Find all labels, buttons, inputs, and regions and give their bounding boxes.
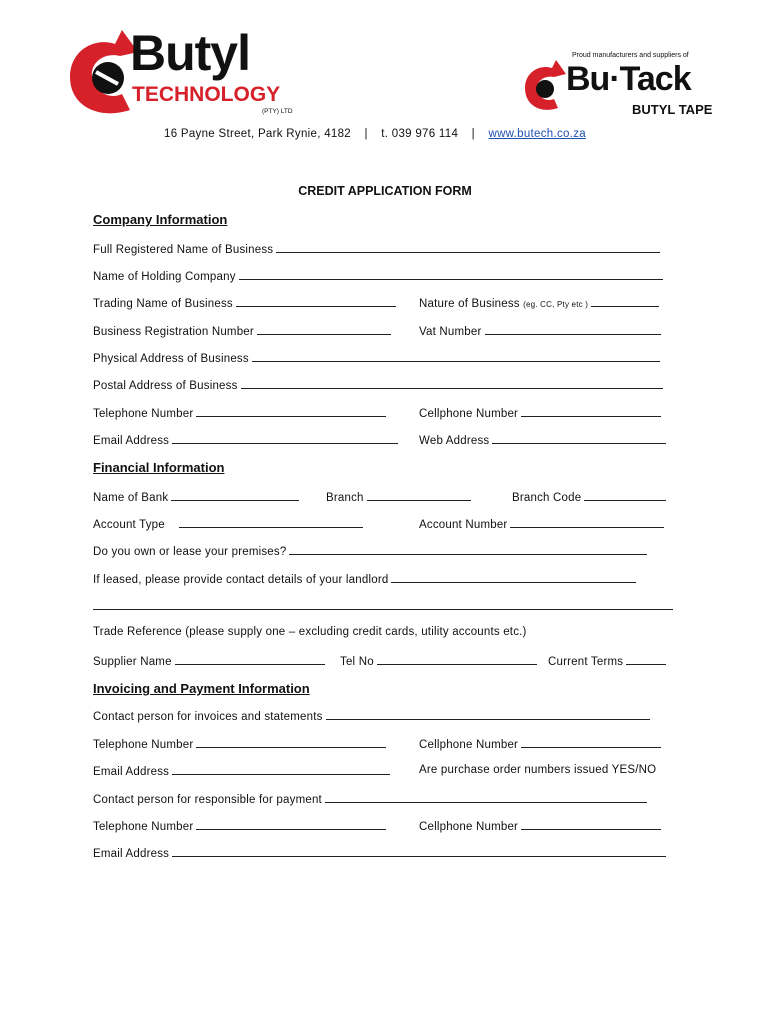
payment-telephone-field xyxy=(93,819,386,833)
telephone-input[interactable] xyxy=(196,406,386,417)
invoice-telephone-label: Telephone Number xyxy=(93,739,194,751)
current-terms-field xyxy=(548,654,666,668)
bu-tack-wordmark: Bu·Tack xyxy=(566,60,691,98)
trade-reference-text: Trade Reference (please supply one – excluding credit cards, utility accounts etc.) xyxy=(93,626,527,638)
email-label: Email Address xyxy=(93,435,170,447)
nature-of-business-field xyxy=(419,296,659,310)
invoicing-payment-heading: Invoicing and Payment Information xyxy=(93,681,310,696)
invoice-cellphone-label: Cellphone Number xyxy=(419,739,519,751)
butyl-tape-label: BUTYL TAPE xyxy=(632,102,713,117)
payment-contact-input[interactable] xyxy=(325,792,647,803)
bank-name-field xyxy=(93,490,299,504)
account-type-input[interactable] xyxy=(179,517,363,528)
landlord-label: If leased, please provide contact details of your landlord xyxy=(93,574,389,586)
premises-input[interactable] xyxy=(289,544,647,555)
cellphone-input[interactable] xyxy=(521,406,661,417)
registration-number-label: Business Registration Number xyxy=(93,326,254,338)
payment-email-field xyxy=(93,846,666,860)
branch-code-label: Branch Code xyxy=(512,492,582,504)
vat-number-field xyxy=(419,324,661,338)
tel-no-field xyxy=(340,654,537,668)
separator: | xyxy=(364,128,368,140)
invoice-telephone-field xyxy=(93,737,386,751)
payment-cellphone-label: Cellphone Number xyxy=(419,821,519,833)
invoice-contact-input[interactable] xyxy=(326,709,650,720)
email-field xyxy=(93,433,398,447)
branch-code-field xyxy=(512,490,666,504)
bu-tack-swirl-icon xyxy=(520,60,570,112)
company-information-heading: Company Information xyxy=(93,212,228,227)
bu-tack-logo xyxy=(520,52,720,122)
contact-line xyxy=(164,128,586,140)
cellphone-field xyxy=(419,406,661,420)
payment-email-label: Email Address xyxy=(93,848,170,860)
invoice-email-label: Email Address xyxy=(93,766,170,778)
tel-no-label: Tel No xyxy=(340,656,374,668)
physical-address-input[interactable] xyxy=(252,351,660,362)
butyl-wordmark: Butyl xyxy=(130,25,250,81)
payment-cellphone-field xyxy=(419,819,661,833)
cellphone-label: Cellphone Number xyxy=(419,408,519,420)
web-address-field xyxy=(419,433,666,447)
invoice-telephone-input[interactable] xyxy=(196,737,386,748)
vat-number-input[interactable] xyxy=(485,324,661,335)
website-link[interactable]: www.butech.co.za xyxy=(488,128,586,140)
web-address-label: Web Address xyxy=(419,435,490,447)
phone: t. 039 976 114 xyxy=(381,128,459,140)
purchase-order-question: Are purchase order numbers issued YES/NO xyxy=(419,764,657,776)
bank-name-input[interactable] xyxy=(171,490,299,501)
payment-contact-label: Contact person for responsible for payment xyxy=(93,794,322,806)
account-type-field xyxy=(93,517,363,531)
account-type-label: Account Type xyxy=(93,519,165,531)
bank-name-label: Name of Bank xyxy=(93,492,169,504)
pty-ltd-label: (PTY) LTD xyxy=(262,108,293,115)
full-name-input[interactable] xyxy=(276,242,660,253)
butyl-technology-logo xyxy=(60,22,305,122)
telephone-field xyxy=(93,406,386,420)
landlord-input-2[interactable] xyxy=(93,599,673,610)
invoice-contact-field xyxy=(93,709,650,723)
physical-address-label: Physical Address of Business xyxy=(93,353,249,365)
landlord-field xyxy=(93,572,636,586)
invoice-email-input[interactable] xyxy=(172,764,390,775)
form-title: CREDIT APPLICATION FORM xyxy=(298,184,472,198)
supplier-name-label: Supplier Name xyxy=(93,656,172,668)
branch-label: Branch xyxy=(326,492,364,504)
payment-email-input[interactable] xyxy=(172,846,666,857)
account-number-field xyxy=(419,517,664,531)
registration-number-input[interactable] xyxy=(257,324,391,335)
trading-name-label: Trading Name of Business xyxy=(93,298,233,310)
telephone-label: Telephone Number xyxy=(93,408,194,420)
premises-field xyxy=(93,544,647,558)
financial-information-heading: Financial Information xyxy=(93,460,225,475)
landlord-line-2 xyxy=(93,599,673,613)
current-terms-label: Current Terms xyxy=(548,656,624,668)
nature-of-business-hint: (eg. CC, Pty etc ) xyxy=(523,300,589,309)
landlord-input[interactable] xyxy=(391,572,636,583)
branch-input[interactable] xyxy=(367,490,471,501)
payment-cellphone-input[interactable] xyxy=(521,819,661,830)
postal-address-field xyxy=(93,378,663,392)
invoice-contact-label: Contact person for invoices and statements xyxy=(93,711,323,723)
payment-contact-field xyxy=(93,792,647,806)
web-address-input[interactable] xyxy=(492,433,666,444)
trading-name-field xyxy=(93,296,396,310)
technology-wordmark: TECHNOLOGY xyxy=(132,83,281,106)
branch-code-input[interactable] xyxy=(584,490,666,501)
nature-of-business-label: Nature of Business xyxy=(419,298,520,310)
tagline: Proud manufacturers and suppliers of xyxy=(572,52,689,59)
full-name-field xyxy=(93,242,660,256)
account-number-label: Account Number xyxy=(419,519,508,531)
invoice-cellphone-field xyxy=(419,737,661,751)
email-input[interactable] xyxy=(172,433,398,444)
postal-address-input[interactable] xyxy=(241,378,663,389)
holding-company-input[interactable] xyxy=(239,269,663,280)
postal-address-label: Postal Address of Business xyxy=(93,380,238,392)
tel-no-input[interactable] xyxy=(377,654,537,665)
supplier-name-input[interactable] xyxy=(175,654,325,665)
invoice-email-field xyxy=(93,764,390,778)
payment-telephone-label: Telephone Number xyxy=(93,821,194,833)
account-number-input[interactable] xyxy=(510,517,664,528)
physical-address-field xyxy=(93,351,660,365)
nature-of-business-input[interactable] xyxy=(591,296,659,307)
full-name-label: Full Registered Name of Business xyxy=(93,244,274,256)
current-terms-input[interactable] xyxy=(626,654,666,665)
holding-company-field xyxy=(93,269,663,283)
holding-company-label: Name of Holding Company xyxy=(93,271,236,283)
payment-telephone-input[interactable] xyxy=(196,819,386,830)
trading-name-input[interactable] xyxy=(236,296,396,307)
branch-field xyxy=(326,490,471,504)
separator: | xyxy=(471,128,475,140)
address: 16 Payne Street, Park Rynie, 4182 xyxy=(164,128,351,140)
premises-label: Do you own or lease your premises? xyxy=(93,546,287,558)
registration-number-field xyxy=(93,324,391,338)
invoice-cellphone-input[interactable] xyxy=(521,737,661,748)
vat-number-label: Vat Number xyxy=(419,326,482,338)
supplier-name-field xyxy=(93,654,325,668)
